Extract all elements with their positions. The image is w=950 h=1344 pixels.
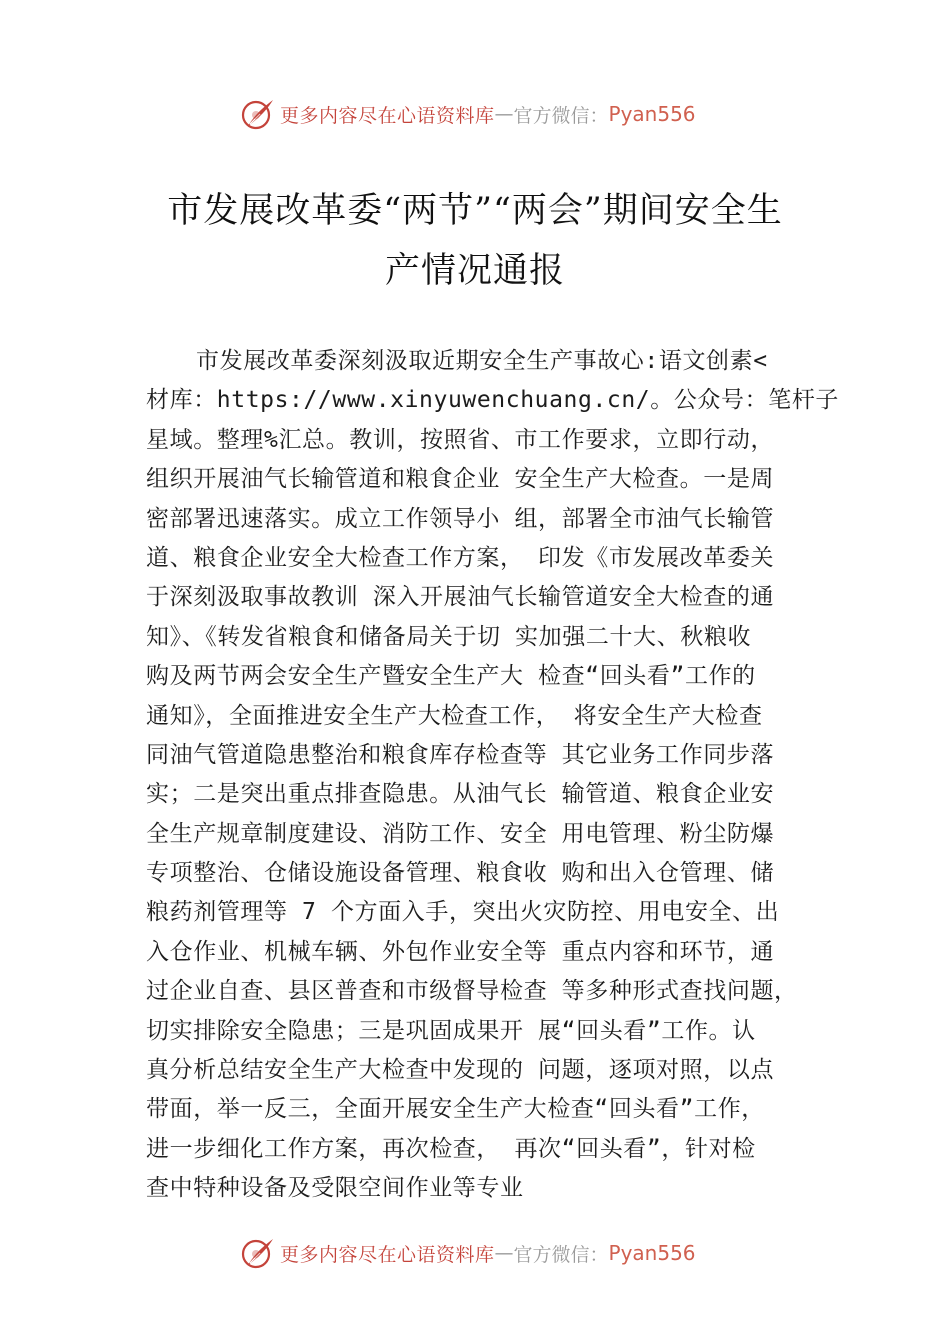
body-line: 星域。整理%汇总。教训，按照省、市工作要求，立即行动， [146, 426, 775, 453]
body-line: 道、粮食企业安全大检查工作方案， 印发《市发展改革委关 [146, 544, 775, 571]
body-paragraph [146, 342, 846, 1209]
banner-slogan: 更多内容尽在心语资料库 [280, 1243, 495, 1266]
quill-pen-logo-icon [240, 96, 276, 132]
footer-banner [240, 1231, 740, 1275]
banner-dash: — [494, 1242, 514, 1264]
body-line: 于深刻汲取事故教训 深入开展油气长输管道安全大检查的通 [146, 584, 775, 611]
document-title-line-1: 市发展改革委“两节”“两会”期间安全生 [167, 191, 783, 231]
quill-pen-logo-icon [240, 1235, 276, 1271]
banner-dash: — [494, 103, 514, 125]
body-line: 真分析总结安全生产大检查中发现的 问题，逐项对照，以点 [146, 1057, 775, 1084]
body-line: 带面，举一反三，全面开展安全生产大检查“回头看”工作， [146, 1096, 765, 1123]
banner-slogan: 更多内容尽在心语资料库 [280, 104, 495, 127]
body-line: 购及两节两会安全生产暨安全生产大 检查“回头看”工作的 [146, 663, 756, 690]
banner-wechat-id: Pyan556 [608, 1241, 696, 1265]
body-line: 组织开展油气长输管道和粮食企业 安全生产大检查。一是周 [146, 466, 775, 493]
body-line: 进一步细化工作方案，再次检查， 再次“回头看”，针对检 [146, 1135, 756, 1162]
body-line: 通知》，全面推进安全生产大检查工作， 将安全生产大检查 [146, 702, 763, 729]
banner-wechat-label: 官方微信： [513, 104, 609, 127]
document-title-line-2: 产情况通报 [384, 251, 565, 291]
body-line: 密部署迅速落实。成立工作领导小 组，部署全市油气长输管 [146, 505, 775, 532]
body-line: 粮药剂管理等 7 个方面入手，突出火灾防控、用电安全、出 [146, 899, 780, 926]
body-line: 全生产规章制度建设、消防工作、安全 用电管理、粉尘防爆 [146, 820, 775, 847]
body-line: 材库：https://www.xinyuwenchuang.cn/。公众号：笔杆子 [146, 387, 840, 414]
body-line: 实；二是突出重点排查隐患。从油气长 输管道、粮食企业安 [146, 781, 775, 808]
body-line: 专项整治、仓储设施设备管理、粮食收 购和出入仓管理、储 [146, 860, 775, 887]
banner-wechat-id: Pyan556 [608, 102, 696, 126]
body-line: 同油气管道隐患整治和粮食库存检查等 其它业务工作同步落 [146, 741, 775, 768]
banner-wechat-label: 官方微信： [513, 1243, 609, 1266]
body-line: 查中特种设备及受限空间作业等专业 [146, 1175, 524, 1202]
body-line: 知》、《转发省粮食和储备局关于切 实加强二十大、秋粮收 [146, 623, 752, 650]
body-line: 入仓作业、机械车辆、外包作业安全等 重点内容和环节，通 [146, 938, 775, 965]
header-banner [240, 92, 740, 136]
body-line: 市发展改革委深刻汲取近期安全生产事故心:语文创素< [196, 348, 768, 374]
body-line: 过企业自查、县区普查和市级督导检查 等多种形式查找问题， [146, 978, 798, 1005]
body-line: 切实排除安全隐患；三是巩固成果开 展“回头看”工作。认 [146, 1017, 756, 1044]
